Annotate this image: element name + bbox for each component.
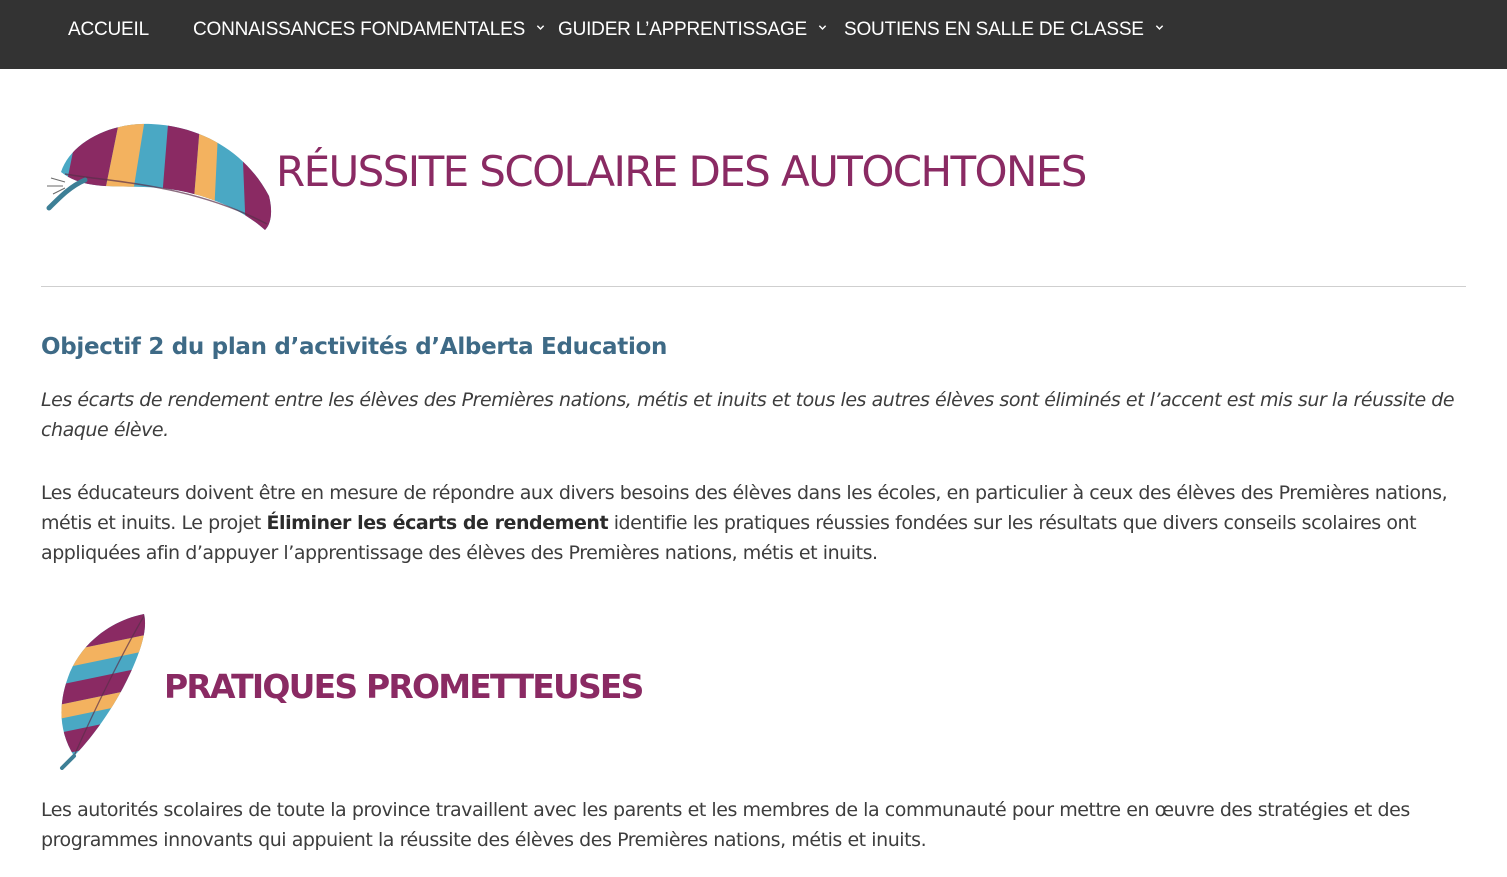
educators-text-after: identifie les pratiques réussies fondées sur les résultats que divers conseils scolaires ont appliquées afin d’appuyer l’apprentissage des élèves des Premières nations, métis et inuits. [41,512,1417,564]
page-title: RÉUSSITE SCOLAIRE DES AUTOCHTONES [276,147,1086,196]
chevron-down-icon [536,23,545,32]
section-divider [41,286,1466,287]
nav-item-guider-apprentissage[interactable] [558,0,827,59]
nav-item-label: SOUTIENS EN SALLE DE CLASSE [844,19,1144,40]
feather-icon [44,610,160,770]
educators-paragraph [41,478,1471,568]
feather-icon [41,112,277,236]
nav-item-label: CONNAISSANCES FONDAMENTALES [193,19,526,40]
chevron-down-icon [1155,23,1164,32]
objective-heading: Objectif 2 du plan d’activités d’Alberta Education [41,334,668,360]
section-heading-practices: PRATIQUES PROMETTEUSES [164,667,643,706]
practices-paragraph: Les autorités scolaires de toute la province travaillent avec les parents et les membres de la communauté pour mettre en œuvre des stratégies et des programmes innovants qui appuient la réussite des élèves des Premières nations, métis et inuits. [41,799,1410,851]
nav-item-accueil[interactable] [68,0,149,59]
chevron-down-icon [818,23,827,32]
nav-item-label: GUIDER L’APPRENTISSAGE [558,19,808,40]
top-navigation [0,0,1507,69]
project-name: Éliminer les écarts de rendement [266,512,609,534]
educators-text-before: Les éducateurs doivent être en mesure de répondre aux divers besoins des élèves dans les écoles, en particulier à ceux des élèves des Premières nations, métis et inuits. Le projet [41,482,1448,534]
objective-quote: Les écarts de rendement entre les élèves des Premières nations, métis et inuits et tous les autres élèves sont éliminés et l’accent est mis sur la réussite de chaque élève. [41,389,1455,441]
nav-item-connaissances-fondamentales[interactable] [193,0,545,59]
nav-item-soutiens-salle-de-classe[interactable] [844,0,1164,59]
nav-item-label: ACCUEIL [68,19,149,40]
